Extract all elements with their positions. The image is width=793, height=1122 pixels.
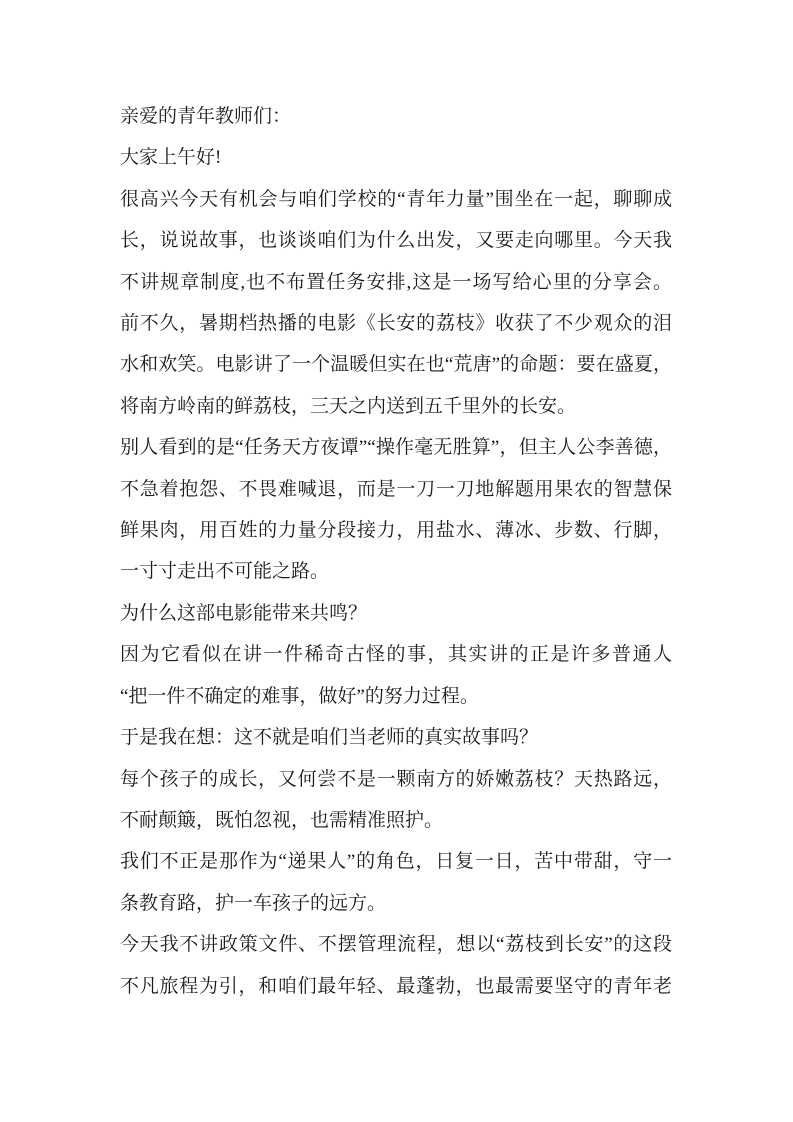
paragraph xyxy=(120,593,672,634)
paragraph xyxy=(120,137,672,178)
text-line: 不耐颠簸，既怕忽视，也需精准照护。 xyxy=(120,809,444,831)
text-line: 我们不正是那作为“递果人”的角色，日复一日，苦中带甜，守一 xyxy=(120,851,672,873)
text-line: 长，说说故事，也谈谈咱们为什么出发，又要走向哪里。今天我 xyxy=(120,230,672,252)
text-line: 将南方岭南的鲜荔枝，三天之内送到五千里外的长安。 xyxy=(120,395,577,417)
text-line: 大家上午好! xyxy=(120,147,222,169)
paragraph xyxy=(120,634,672,717)
paragraph xyxy=(120,427,672,593)
text-line: 一寸寸走出不可能之路。 xyxy=(120,561,330,583)
paragraph xyxy=(120,759,672,842)
text-line: 很高兴今天有机会与咱们学校的“青年力量”围坐在一起，聊聊成 xyxy=(120,188,672,210)
text-line: 前不久，暑期档热播的电影《长安的荔枝》收获了不少观众的泪 xyxy=(120,313,672,335)
text-line: 因为它看似在讲一件稀奇古怪的事，其实讲的正是许多普通人 xyxy=(120,644,672,666)
text-line: 鲜果肉，用百姓的力量分段接力，用盐水、薄冰、步数、行脚， xyxy=(120,520,672,542)
text-line: 水和欢笑。电影讲了一个温暖但实在也“荒唐”的命题：要在盛夏， xyxy=(120,354,672,376)
text-line: 条教育路，护一车孩子的远方。 xyxy=(120,892,387,914)
paragraph xyxy=(120,841,672,924)
text-line: 亲爱的青年教师们： xyxy=(120,106,292,127)
text-line: 于是我在想：这不就是咱们当老师的真实故事吗？ xyxy=(120,727,539,749)
text-line: 每个孩子的成长，又何尝不是一颗南方的娇嫩荔枝？天热路远， xyxy=(120,768,672,790)
document-body xyxy=(120,96,672,1007)
text-line: 别人看到的是“任务天方夜谭”“操作毫无胜算”，但主人公李善德， xyxy=(120,437,672,459)
text-line: 不急着抱怨、不畏难喊退，而是一刀一刀地解题用果农的智慧保 xyxy=(120,478,672,500)
paragraph xyxy=(120,717,672,758)
text-line: 不凡旅程为引，和咱们最年轻、最蓬勃，也最需要坚守的青年老 xyxy=(120,975,672,997)
text-line: 今天我不讲政策文件、不摆管理流程，想以“荔枝到长安”的这段 xyxy=(120,934,672,956)
paragraph xyxy=(120,924,672,1007)
paragraph xyxy=(120,179,672,427)
text-line: 不讲规章制度,也不布置任务安排,这是一场写给心里的分享会。 xyxy=(120,271,672,293)
paragraph xyxy=(120,96,672,137)
text-line: 为什么这部电影能带来共鸣？ xyxy=(120,602,368,624)
text-line: “把一件不确定的难事，做好”的努力过程。 xyxy=(120,685,479,707)
